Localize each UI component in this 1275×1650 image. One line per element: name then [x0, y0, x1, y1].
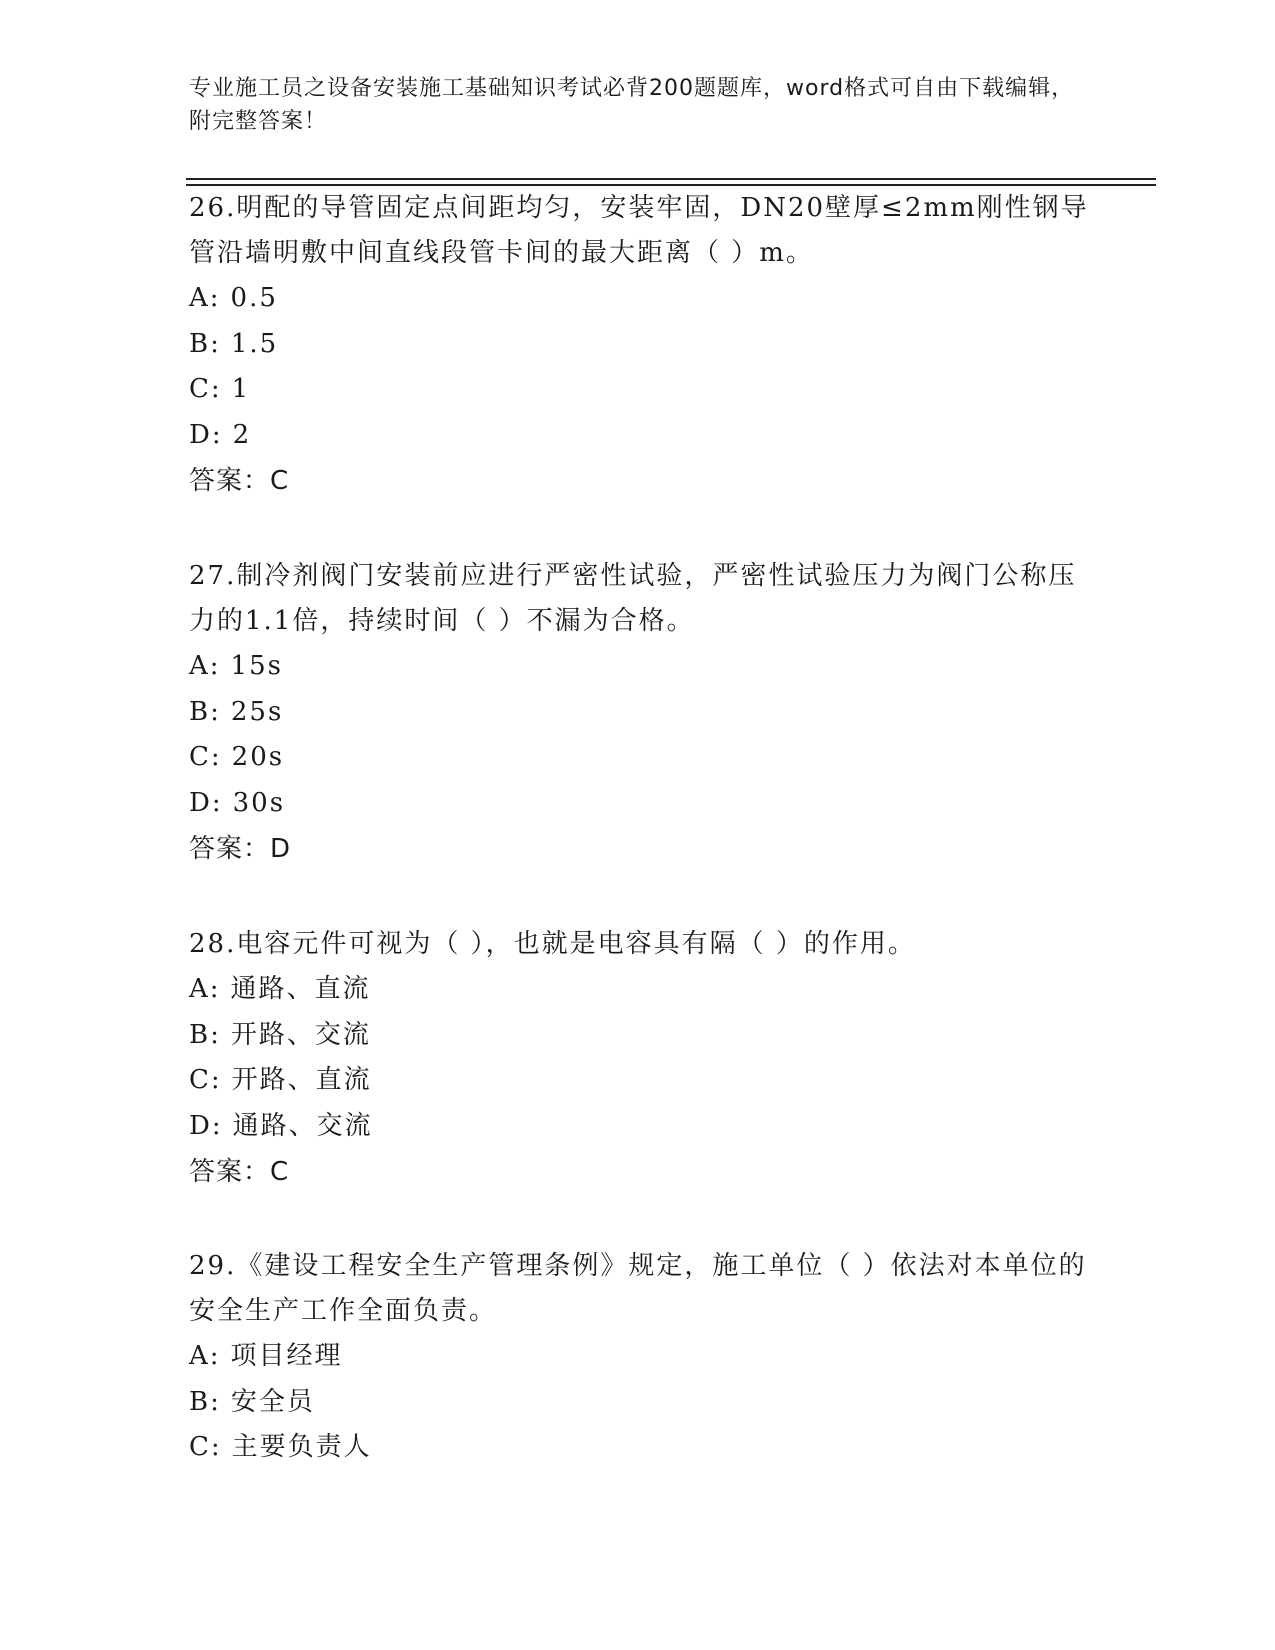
option-text: 0.5 — [230, 283, 278, 313]
option-separator: : — [210, 374, 222, 404]
question-27 — [189, 554, 1089, 872]
question-26 — [189, 186, 1089, 504]
option-text: 通路、交流 — [232, 1110, 373, 1141]
option-text: 25s — [230, 696, 284, 727]
question-text: 29.《建设工程安全生产管理条例》规定，施工单位（ ）依法对本单位的安全生产工作全面负责。 — [189, 1251, 1087, 1326]
answer-value: C — [270, 1157, 290, 1187]
option-separator: : — [210, 742, 222, 772]
answer-value: C — [270, 466, 290, 496]
answer-label: 答案： — [189, 466, 271, 496]
option-b — [189, 322, 1089, 368]
option-d — [189, 781, 1089, 827]
option-letter: B — [189, 1386, 211, 1417]
option-c — [189, 1425, 1089, 1471]
answer-line — [189, 458, 1089, 504]
answer-line — [189, 826, 1089, 872]
answer-line — [189, 1149, 1089, 1195]
option-text: 安全员 — [230, 1386, 315, 1417]
option-c — [189, 1058, 1089, 1104]
question-text: 26.明配的导管固定点间距均匀，安装牢固，DN20壁厚≤2mm刚性钢导管沿墙明敷中间直线段管卡间的最大距离（ ）m。 — [189, 193, 1089, 268]
option-text: 开路、交流 — [230, 1019, 371, 1050]
option-text: 30s — [232, 787, 286, 818]
option-text: 1.5 — [230, 328, 279, 359]
option-letter: A — [189, 283, 210, 313]
option-letter: A — [189, 1341, 210, 1371]
option-separator: : — [210, 1019, 221, 1050]
option-separator: : — [211, 1110, 223, 1141]
option-letter: B — [189, 696, 211, 727]
option-separator: : — [209, 283, 221, 313]
option-a — [189, 644, 1089, 690]
option-text: 主要负责人 — [231, 1432, 372, 1462]
option-letter: C — [189, 1065, 211, 1095]
option-d — [189, 1104, 1089, 1150]
option-letter: D — [189, 419, 212, 450]
option-d — [189, 413, 1089, 459]
option-text: 项目经理 — [230, 1341, 343, 1371]
option-separator: : — [209, 651, 221, 681]
option-separator: : — [210, 1386, 221, 1417]
option-a — [189, 967, 1089, 1013]
option-a — [189, 276, 1089, 322]
option-b — [189, 690, 1089, 736]
option-c — [189, 735, 1089, 781]
option-letter: B — [189, 328, 211, 359]
answer-label: 答案： — [189, 1157, 271, 1187]
option-separator: : — [209, 974, 221, 1004]
document-header: 专业施工员之设备安装施工基础知识考试必背200题题库，word格式可自由下载编辑，附完整答案！ — [189, 76, 1075, 134]
option-b — [189, 1380, 1089, 1426]
option-letter: A — [189, 974, 210, 1004]
option-separator: : — [210, 328, 221, 359]
option-text: 15s — [230, 651, 283, 681]
option-text: 2 — [232, 419, 252, 450]
option-letter: D — [189, 787, 212, 818]
question-text: 27.制冷剂阀门安装前应进行严密性试验，严密性试验压力为阀门公称压力的1.1倍，持续时间（ ）不漏为合格。 — [189, 561, 1077, 636]
option-letter: D — [189, 1110, 212, 1141]
option-text: 开路、直流 — [231, 1065, 372, 1095]
option-text: 20s — [231, 742, 285, 772]
option-letter: B — [189, 1019, 211, 1050]
option-text: 1 — [231, 374, 251, 404]
option-letter: A — [189, 651, 210, 681]
option-separator: : — [210, 1065, 222, 1095]
option-separator: : — [210, 1432, 222, 1462]
answer-label: 答案： — [189, 834, 271, 864]
option-b — [189, 1013, 1089, 1059]
option-separator: : — [209, 1341, 221, 1371]
header-divider-top — [186, 178, 1156, 180]
question-28 — [189, 922, 1089, 1195]
option-letter: C — [189, 742, 211, 772]
option-separator: : — [211, 787, 223, 818]
option-separator: : — [210, 696, 221, 727]
option-text: 通路、直流 — [230, 974, 371, 1004]
answer-value: D — [270, 834, 292, 864]
question-text: 28.电容元件可视为（ ），也就是电容具有隔（ ）的作用。 — [189, 929, 916, 959]
question-29 — [189, 1244, 1089, 1471]
option-letter: C — [189, 374, 211, 404]
option-c — [189, 367, 1089, 413]
option-a — [189, 1334, 1089, 1380]
option-separator: : — [211, 419, 223, 450]
option-letter: C — [189, 1432, 211, 1462]
